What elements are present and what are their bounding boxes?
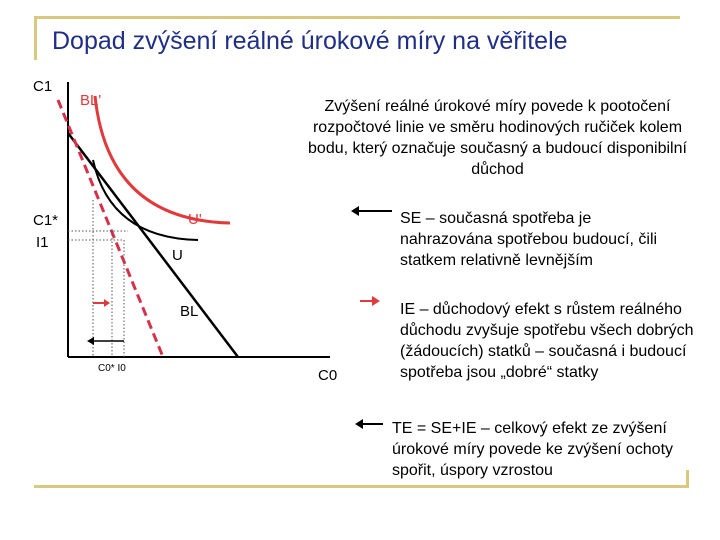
te-legend-arrow-head	[355, 419, 363, 429]
label-c1: C1	[33, 78, 53, 95]
label-i1: I1	[36, 234, 49, 251]
label-u: U	[172, 247, 183, 264]
label-bl: BL	[180, 303, 199, 320]
ie-arrow-head-small	[104, 299, 110, 307]
label-c0: C0	[318, 367, 338, 384]
te-text: TE = SE+IE – celkový efekt ze zvýšení úrokové míry povede ke zvýšení ochoty spořit, úspory vzrostou	[392, 420, 674, 479]
budget-line-bl-prime	[58, 100, 163, 357]
se-legend-arrow-head	[351, 206, 359, 216]
label-bl-prime: BL'	[80, 92, 102, 109]
indifference-curve-u-prime	[95, 96, 230, 223]
slide-title: Dopad zvýšení reálné úrokové míry na věřitele	[52, 27, 568, 55]
label-c1-star: C1*	[33, 212, 59, 229]
se-arrow-head-small	[87, 337, 94, 345]
intro-text: Zvýšení reálné úrokové míry povede k pootočení rozpočtové linie ve směru hodinových ručiček kolem bodu, který označuje současný a budoucí disponibilní důchod	[308, 98, 687, 178]
ie-text: IE – důchodový efekt s růstem reálného důchodu zvyšuje spotřebu všech dobrých (žádoucích) statků – současná i budoucí spotřeba jsou „dobré“ statky	[400, 301, 694, 381]
label-c0star-i0: C0* I0	[98, 363, 126, 374]
ie-legend-arrow-head	[372, 296, 380, 306]
se-text: SE – současná spotřeba je nahrazována spotřebou budoucí, čili statkem relativně levnějším	[400, 210, 658, 269]
label-u-prime: U'	[188, 211, 202, 228]
